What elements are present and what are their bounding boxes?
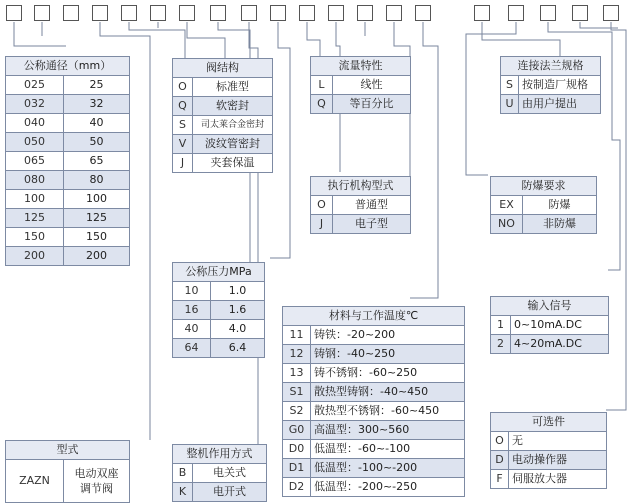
table-row: [283, 459, 465, 478]
option-value: 150: [64, 228, 130, 247]
option-value: 散热型不锈钢：-60~450: [311, 402, 465, 421]
code-box: [603, 5, 619, 21]
option-value: 6.4: [211, 339, 265, 358]
table-row: [283, 326, 465, 345]
code-box: [179, 5, 195, 21]
option-value: 4~20mA.DC: [511, 335, 609, 354]
table-row: [501, 95, 601, 114]
option-code: K: [173, 483, 193, 502]
option-code: 050: [6, 133, 64, 152]
option-value: 0~10mA.DC: [511, 316, 609, 335]
option-code: J: [311, 215, 333, 234]
option-value: 电关式: [193, 464, 267, 483]
leader-line: [482, 22, 560, 56]
option-value: 由用户提出: [519, 95, 601, 114]
leader-line: [606, 22, 626, 410]
table-row: [283, 440, 465, 459]
option-code: Q: [311, 95, 333, 114]
code-box: [6, 5, 22, 21]
option-code: 11: [283, 326, 311, 345]
leader-line: [580, 22, 618, 28]
table-title: 流量特性: [311, 57, 411, 76]
table-row: [311, 196, 411, 215]
option-value: 铸不锈钢：-60~250: [311, 364, 465, 383]
leader-line: [14, 22, 66, 46]
operation-mode-table: [172, 444, 267, 502]
option-code: D0: [283, 440, 311, 459]
option-code: 64: [173, 339, 211, 358]
table-title: 输入信号: [491, 297, 609, 316]
option-code: 125: [6, 209, 64, 228]
table-row: [173, 339, 265, 358]
option-code: 032: [6, 95, 64, 114]
table-row: [501, 76, 601, 95]
option-value: 65: [64, 152, 130, 171]
option-value: 标准型: [193, 78, 273, 97]
table-row: [491, 451, 607, 470]
option-code: 10: [173, 282, 211, 301]
code-box: [357, 5, 373, 21]
option-value: 软密封: [193, 97, 273, 116]
table-row: [491, 470, 607, 489]
table-row: [173, 282, 265, 301]
table-row: [173, 320, 265, 339]
table-title: 连接法兰规格: [501, 57, 601, 76]
table-title: 材料与工作温度℃: [283, 307, 465, 326]
option-code: EX: [491, 196, 523, 215]
option-code: B: [173, 464, 193, 483]
option-code: O: [491, 432, 509, 451]
option-code: D: [491, 451, 509, 470]
valve-structure-table: [172, 58, 273, 173]
option-value: 无: [509, 432, 607, 451]
option-value: 25: [64, 76, 130, 95]
table-row: [6, 171, 130, 190]
option-code: 100: [6, 190, 64, 209]
code-box: [92, 5, 108, 21]
option-code: V: [173, 135, 193, 154]
table-row: [283, 345, 465, 364]
table-row: [173, 135, 273, 154]
option-code: 040: [6, 114, 64, 133]
option-value: 电动操作器: [509, 451, 607, 470]
option-code: 16: [173, 301, 211, 320]
option-value: 普通型: [333, 196, 411, 215]
flow-characteristic-table: [310, 56, 411, 114]
option-value: 125: [64, 209, 130, 228]
table-title: 整机作用方式: [173, 445, 267, 464]
table-row: [283, 364, 465, 383]
option-code: S: [173, 116, 193, 135]
option-value: 低温型：-200~-250: [311, 478, 465, 497]
option-value: 防爆: [523, 196, 597, 215]
table-row: [6, 114, 130, 133]
table-row: [6, 76, 130, 95]
option-code: F: [491, 470, 509, 489]
table-row: [283, 383, 465, 402]
code-box: [415, 5, 431, 21]
option-code: 080: [6, 171, 64, 190]
code-box: [270, 5, 286, 21]
table-row: [6, 228, 130, 247]
option-value: 电动双座调节阀: [64, 460, 130, 503]
option-value: 波纹管密封: [193, 135, 273, 154]
code-box: [241, 5, 257, 21]
option-value: 铸铁：-20~200: [311, 326, 465, 345]
options-table: [490, 412, 607, 489]
table-row: [6, 190, 130, 209]
table-row: [491, 215, 597, 234]
table-row: [6, 460, 130, 503]
actuator-type-table: [310, 176, 411, 234]
option-code: 2: [491, 335, 511, 354]
option-code: 065: [6, 152, 64, 171]
code-box: [474, 5, 490, 21]
leader-line: [307, 22, 320, 56]
nominal-pressure-table: [172, 262, 265, 358]
table-row: [173, 154, 273, 173]
option-code: J: [173, 154, 193, 173]
option-value: 散热型铸钢：-40~450: [311, 383, 465, 402]
code-box: [328, 5, 344, 21]
option-code: Q: [173, 97, 193, 116]
option-value: 低温型：-60~-100: [311, 440, 465, 459]
code-box: [34, 5, 50, 21]
option-value: 夹套保温: [193, 154, 273, 173]
option-value: 4.0: [211, 320, 265, 339]
option-value: 按制造厂规格: [519, 76, 601, 95]
table-row: [491, 432, 607, 451]
option-code: D1: [283, 459, 311, 478]
leader-line: [270, 22, 290, 258]
code-box: [63, 5, 79, 21]
option-code: O: [173, 78, 193, 97]
table-row: [311, 215, 411, 234]
option-value: 电开式: [193, 483, 267, 502]
flange-standard-table: [500, 56, 601, 114]
table-title: 型式: [6, 441, 130, 460]
option-value: 80: [64, 171, 130, 190]
nominal-diameter-table: [5, 56, 130, 266]
table-title: 公称压力MPa: [173, 263, 265, 282]
table-title: 执行机构型式: [311, 177, 411, 196]
table-title: 防爆要求: [491, 177, 597, 196]
code-box: [150, 5, 166, 21]
table-row: [173, 464, 267, 483]
table-row: [173, 116, 273, 135]
option-value: 电子型: [333, 215, 411, 234]
option-code: 200: [6, 247, 64, 266]
option-code: 13: [283, 364, 311, 383]
option-code: ZAZN: [6, 460, 64, 503]
option-value: 50: [64, 133, 130, 152]
option-code: NO: [491, 215, 523, 234]
option-code: S1: [283, 383, 311, 402]
option-code: S: [501, 76, 519, 95]
code-box: [299, 5, 315, 21]
material-temperature-table: [282, 306, 465, 497]
table-row: [311, 76, 411, 95]
code-box: [508, 5, 524, 21]
table-row: [283, 478, 465, 497]
table-row: [6, 133, 130, 152]
table-row: [173, 483, 267, 502]
table-row: [6, 152, 130, 171]
option-value: 司太莱合金密封: [193, 116, 273, 135]
option-value: 低温型：-100~-200: [311, 459, 465, 478]
table-row: [173, 97, 273, 116]
option-value: 等百分比: [333, 95, 411, 114]
option-value: 高温型：300~560: [311, 421, 465, 440]
option-code: 150: [6, 228, 64, 247]
option-code: O: [311, 196, 333, 215]
option-value: 40: [64, 114, 130, 133]
explosion-proof-table: [490, 176, 597, 234]
table-title: 阀结构: [173, 59, 273, 78]
code-box: [386, 5, 402, 21]
table-row: [6, 95, 130, 114]
leader-line: [187, 22, 225, 58]
option-value: 伺服放大器: [509, 470, 607, 489]
input-signal-table: [490, 296, 609, 354]
table-row: [6, 209, 130, 228]
option-value: 200: [64, 247, 130, 266]
table-row: [491, 316, 609, 335]
option-code: S2: [283, 402, 311, 421]
option-code: G0: [283, 421, 311, 440]
option-value: 铸钢：-40~250: [311, 345, 465, 364]
option-code: U: [501, 95, 519, 114]
table-row: [6, 247, 130, 266]
table-title: 公称通径（mm）: [6, 57, 130, 76]
table-row: [283, 402, 465, 421]
option-value: 1.0: [211, 282, 265, 301]
option-value: 100: [64, 190, 130, 209]
table-row: [311, 95, 411, 114]
table-title: 可选件: [491, 413, 607, 432]
table-row: [283, 421, 465, 440]
code-box: [210, 5, 226, 21]
table-row: [173, 78, 273, 97]
table-row: [491, 196, 597, 215]
code-box: [572, 5, 588, 21]
option-value: 1.6: [211, 301, 265, 320]
option-value: 非防爆: [523, 215, 597, 234]
option-code: 1: [491, 316, 511, 335]
leader-line: [129, 22, 185, 58]
table-row: [173, 301, 265, 320]
option-code: D2: [283, 478, 311, 497]
table-row: [491, 335, 609, 354]
code-box: [121, 5, 137, 21]
option-code: 025: [6, 76, 64, 95]
option-code: L: [311, 76, 333, 95]
code-box: [540, 5, 556, 21]
option-code: 12: [283, 345, 311, 364]
option-code: 40: [173, 320, 211, 339]
option-value: 线性: [333, 76, 411, 95]
leader-line: [410, 22, 438, 298]
model-type-table: [5, 440, 130, 503]
option-value: 32: [64, 95, 130, 114]
